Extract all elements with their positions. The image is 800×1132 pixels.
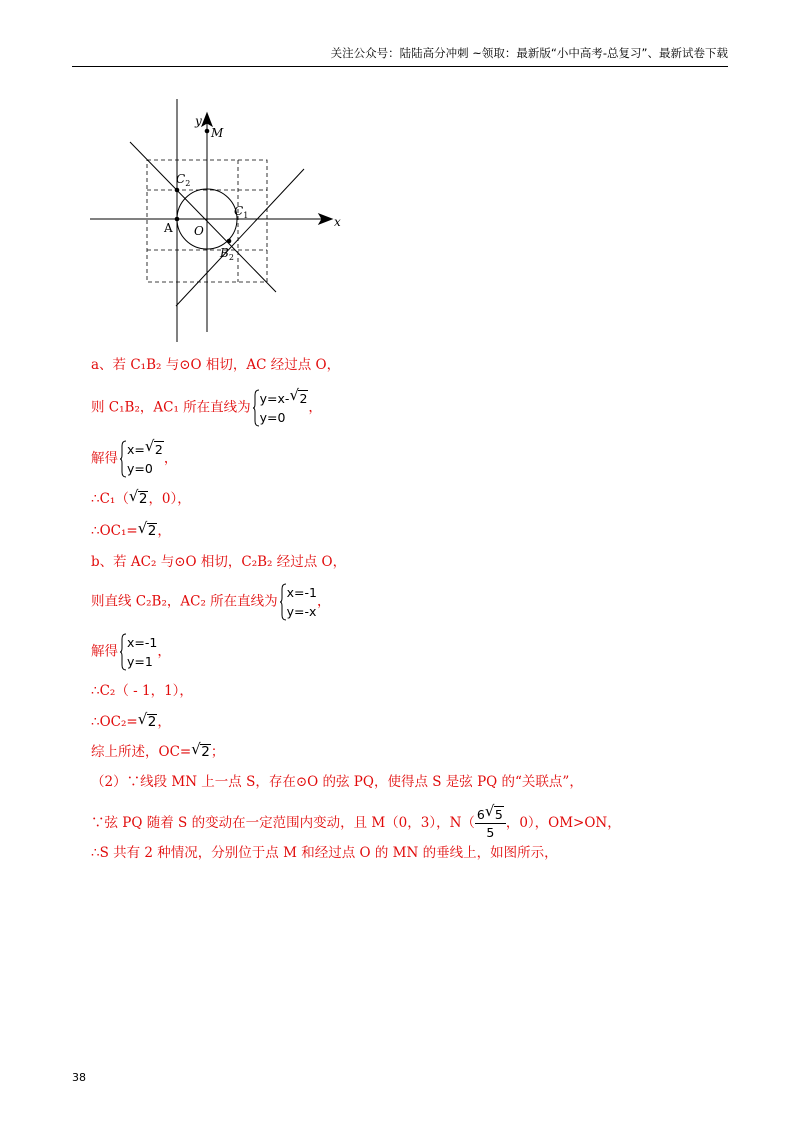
label-c2: $C_2$ xyxy=(176,172,191,188)
line-conclusion: 综上所述，OC= √ 2； xyxy=(91,740,225,760)
brace-icon xyxy=(280,583,287,621)
point-m xyxy=(205,129,210,134)
line-part-2: （2）∵线段 MN 上一点 S，存在⊙O 的弦 PQ，使得点 S 是弦 PQ 的“关联点”， xyxy=(91,774,583,790)
line-chord-range: ∵弦 PQ 随着 S 的变动在一定范围内变动，且 M（0，3），N（ 6 √ 5 5 ，0），OM>ON， xyxy=(91,802,621,840)
equation-system: y=x- √ 2 y=0 xyxy=(259,386,308,425)
label-x: x xyxy=(334,215,341,229)
line-solve-2: 解得 x=-1 y=1 ， xyxy=(91,635,171,669)
line-a-tangent: a、若 C₁B₂ 与⊙O 相切，AC 经过点 O， xyxy=(91,357,341,373)
line-solve-1: 解得 x= √ 2 y=0 ， xyxy=(91,437,178,476)
header-text: 关注公众号：陆陆高分冲刺 ~领取：最新版“小中高考-总复习”、最新试卷下载 xyxy=(330,46,728,60)
label-o: O xyxy=(194,224,204,238)
coordinate-figure xyxy=(88,95,348,345)
line-c2-coords: ∴C₂（ - 1，1）， xyxy=(91,683,193,699)
line-c1-coords: ∴C₁（ √ 2，0）， xyxy=(91,487,191,507)
equation-system: x=-1 y=-x xyxy=(286,585,317,619)
line-oc2: ∴OC₂= √ 2， xyxy=(91,710,171,730)
line-c1b2-system: 则 C₁B₂，AC₁ 所在直线为 y=x- √ 2 y=0 ， xyxy=(91,386,322,425)
brace-icon xyxy=(120,440,127,478)
label-y: y xyxy=(195,114,202,128)
fraction: 6 √ 5 5 xyxy=(475,806,506,841)
line-two-cases: ∴S 共有 2 种情况，分别位于点 M 和经过点 O 的 MN 的垂线上，如图所示， xyxy=(91,845,558,861)
label-m: M xyxy=(211,126,224,140)
page-header xyxy=(72,44,728,67)
page-number: 38 xyxy=(72,1071,86,1084)
brace-icon xyxy=(253,389,260,427)
label-a: A xyxy=(164,221,173,235)
line-b-tangent: b、若 AC₂ 与⊙O 相切，C₂B₂ 经过点 O， xyxy=(91,554,347,570)
brace-icon xyxy=(120,633,127,671)
point-b2 xyxy=(227,239,232,244)
line-c2b2-system: 则直线 C₂B₂，AC₂ 所在直线为 x=-1 y=-x ， xyxy=(91,585,331,619)
point-c2 xyxy=(175,188,180,193)
equation-system: x=-1 y=1 xyxy=(127,635,158,669)
line-y-neg-x xyxy=(130,142,276,292)
equation-system: x= √ 2 y=0 xyxy=(127,437,163,476)
label-b2: $B_2$ xyxy=(220,246,234,262)
label-c1: $C_1$ xyxy=(234,204,249,220)
point-a xyxy=(175,217,180,222)
line-oc1: ∴OC₁= √ 2， xyxy=(91,519,171,539)
